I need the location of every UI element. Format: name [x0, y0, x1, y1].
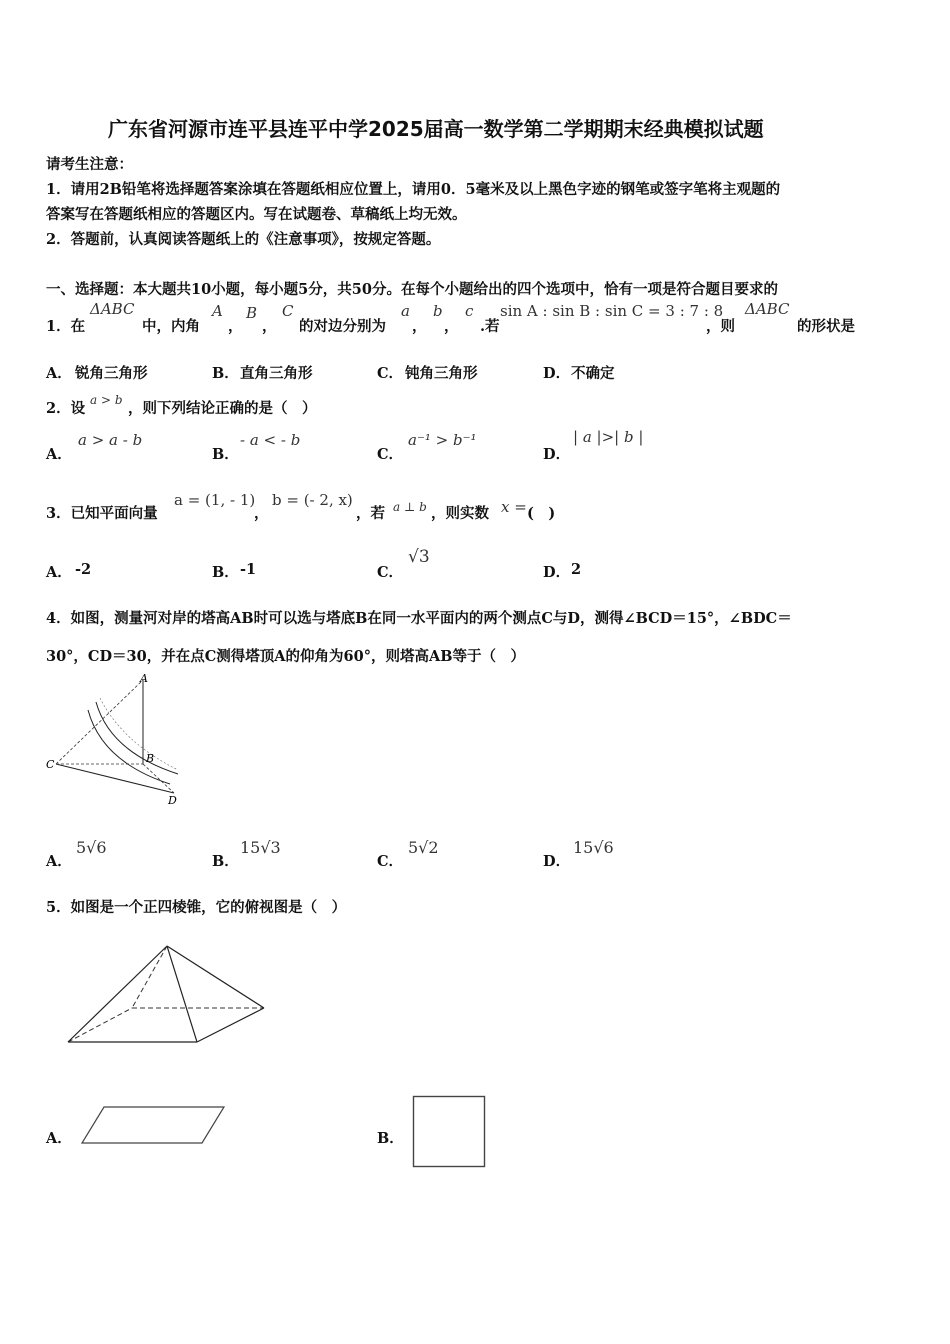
notice-line-1: 1．请用2B铅笔将选择题答案涂填在答题纸相应位置上，请用0．5毫米及以上黑色字迹的钢笔或签字笔将主观题的: [46, 181, 781, 198]
q2-option-b-math: - a < - b: [240, 431, 301, 449]
q1-side-c: c: [465, 302, 474, 320]
q2-stem: ，则下列结论正确的是（ ）: [128, 400, 317, 417]
q1-option-d-text: 不确定: [571, 365, 615, 382]
q1-angle-b: B: [246, 304, 258, 322]
q1-ratio: sin A : sin B : sin C = 3 : 7 : 8: [500, 302, 724, 320]
q1-text-4: ，则: [706, 318, 735, 335]
q5-option-a-parallelogram: [80, 1103, 230, 1148]
q1-option-a-text: 锐角三角形: [75, 365, 148, 382]
q1-angle-c: C: [282, 302, 294, 320]
q2-option-a[interactable]: A．: [46, 446, 72, 463]
q1-comma: ，: [262, 318, 277, 335]
q2-number: 2．设: [46, 400, 86, 417]
q2-option-c-math: a⁻¹ > b⁻¹: [408, 431, 477, 449]
notice-line-2: 答案写在答题纸相应的答题区内。写在试题卷、草稿纸上均无效。: [46, 206, 467, 223]
q2-condition: a > b: [90, 393, 123, 407]
line-bd: [143, 764, 174, 793]
q1-text-1: 中，内角: [142, 318, 200, 335]
q3-option-b[interactable]: B．: [212, 564, 239, 581]
q2-option-a-math: a > a - b: [78, 431, 143, 449]
q1-option-b-text: 直角三角形: [240, 365, 313, 382]
page-title: 广东省河源市连平县连平中学2025届高一数学第二学期期末经典模拟试题: [108, 117, 764, 141]
q3-option-d-text: 2: [571, 561, 582, 578]
q1-option-a[interactable]: A．: [46, 365, 72, 382]
q5-stem: 5．如图是一个正四棱锥，它的俯视图是（ ）: [46, 899, 347, 916]
label-b: B: [146, 752, 155, 765]
pyramid-edge-1: [68, 946, 167, 1042]
q5-option-b[interactable]: B．: [377, 1130, 404, 1147]
q4-tower-figure: [40, 672, 190, 812]
q1-side-b: b: [433, 302, 443, 320]
q3-text-2: ，则实数: [431, 505, 489, 522]
q1-text-5: 的形状是: [797, 318, 855, 335]
q2-option-c[interactable]: C．: [377, 446, 404, 463]
q1-number: 1．在: [46, 318, 86, 335]
q1-comma: ，: [228, 318, 243, 335]
q5-pyramid-figure: [60, 940, 280, 1060]
q4-option-d[interactable]: D．: [543, 853, 571, 870]
q2-option-d[interactable]: D．: [543, 446, 571, 463]
pyramid-base-hidden-left: [68, 1008, 132, 1042]
q3-text-3: ( ): [527, 505, 556, 522]
q4-option-a-math: 5√6: [76, 838, 107, 857]
q4-stem-line-1: 4．如图，测量河对岸的塔高AB时可以选与塔底B在同一水平面内的两个测点C与D，测得∠BCD＝15°，∠BDC＝: [46, 610, 792, 627]
q1-option-d[interactable]: D．: [543, 365, 571, 382]
label-d: D: [168, 794, 177, 807]
q5-option-b-square: [412, 1095, 488, 1169]
label-a: A: [140, 672, 148, 685]
q3-option-c-math: √3: [408, 547, 430, 567]
q3-option-a[interactable]: A．: [46, 564, 72, 581]
label-c: C: [46, 758, 55, 771]
q4-option-d-math: 15√6: [573, 838, 614, 857]
q4-option-a[interactable]: A．: [46, 853, 72, 870]
pyramid-edge-3: [167, 946, 264, 1008]
q4-option-c-math: 5√2: [408, 838, 439, 857]
pyramid-base-right: [197, 1008, 264, 1042]
section-heading: 一、选择题：本大题共10小题，每小题5分，共50分。在每个小题给出的四个选项中，恰有一项是符合题目要求的: [46, 281, 778, 298]
pyramid-edge-hidden: [132, 946, 167, 1008]
q1-option-c[interactable]: C．: [377, 365, 404, 382]
q1-text-3: .若: [480, 318, 500, 335]
line-cd: [56, 764, 174, 793]
q4-option-c[interactable]: C．: [377, 853, 404, 870]
q2-option-b[interactable]: B．: [212, 446, 239, 463]
q2-option-d-math: | a |>| b |: [573, 428, 644, 446]
q3-number: 3．已知平面向量: [46, 505, 158, 522]
q4-option-b[interactable]: B．: [212, 853, 239, 870]
q1-angle-a: A: [212, 302, 223, 320]
pyramid-edge-2: [167, 946, 197, 1042]
q1-comma: ，: [412, 318, 427, 335]
q3-option-b-text: -1: [240, 561, 257, 578]
q1-triangle-1: ΔABC: [90, 300, 135, 318]
q5-option-a[interactable]: A．: [46, 1130, 72, 1147]
sight-line-ca: [56, 680, 143, 764]
q1-side-a: a: [401, 302, 410, 320]
q1-text-2: 的对边分别为: [299, 318, 386, 335]
q3-vector-a: a = (1, - 1): [174, 491, 256, 509]
q3-perp: a ⊥ b: [393, 500, 427, 514]
q1-option-c-text: 钝角三角形: [405, 365, 478, 382]
notice-heading: 请考生注意：: [46, 156, 133, 173]
q3-option-d[interactable]: D．: [543, 564, 571, 581]
q3-vector-b: b = (- 2, x): [272, 491, 353, 509]
q1-option-b[interactable]: B．: [212, 365, 239, 382]
q3-x: x =: [501, 498, 527, 516]
q3-option-a-text: -2: [75, 561, 92, 578]
q1-triangle-2: ΔABC: [745, 300, 790, 318]
q3-comma: ，: [254, 505, 269, 522]
q3-text-1: ，若: [356, 505, 385, 522]
q1-comma: ，: [444, 318, 459, 335]
q3-option-c[interactable]: C．: [377, 564, 404, 581]
notice-line-3: 2．答题前，认真阅读答题纸上的《注意事项》，按规定答题。: [46, 231, 441, 248]
q4-option-b-math: 15√3: [240, 838, 281, 857]
river-bank-3: [100, 698, 178, 770]
q4-stem-line-2: 30°，CD＝30，并在点C测得塔顶A的仰角为60°，则塔高AB等于（ ）: [46, 648, 525, 665]
